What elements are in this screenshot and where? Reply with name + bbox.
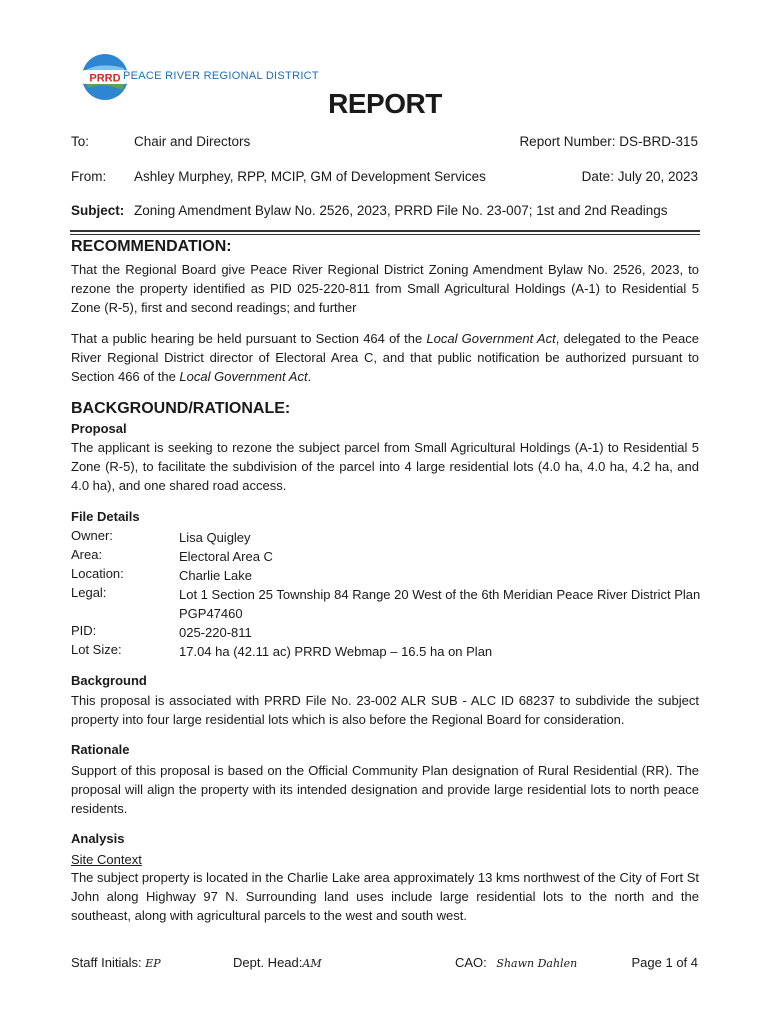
background-rationale-heading: BACKGROUND/RATIONALE:	[71, 400, 291, 417]
pid-value: 025-220-811	[179, 625, 252, 640]
area-value: Electoral Area C	[179, 549, 273, 564]
cao	[455, 955, 577, 970]
dept-head-signature: AM	[302, 957, 322, 970]
svg-text:PRRD: PRRD	[89, 72, 121, 85]
rationale-heading: Rationale	[71, 742, 130, 757]
pid-label: PID:	[71, 623, 97, 638]
area-label: Area:	[71, 547, 103, 562]
background-heading: Background	[71, 673, 147, 688]
background-text: This proposal is associated with PRRD File No. 23-002 ALR SUB - ALC ID 68237 to subdivide the subject property into four large residential lots which is also before the Regional Board for consideration.	[71, 693, 699, 727]
org-name: PEACE RIVER REGIONAL DISTRICT	[123, 70, 319, 82]
staff-initials-signature: EP	[145, 957, 161, 970]
from-value: Ashley Murphey, RPP, MCIP, GM of Development Services	[134, 169, 486, 184]
header-divider-thin	[70, 234, 700, 235]
header-divider	[70, 230, 700, 232]
site-context-heading: Site Context	[71, 852, 142, 867]
proposal-text: The applicant is seeking to rezone the subject parcel from Small Agricultural Holdings (A-1) to Residential 5 Zone (R-5), to facilitate the subdivision of the parcel into 4 large residential lots (4.0 ha, 4.0 ha, 4.2 ha, and 4.0 ha), and one shared road access.	[71, 440, 699, 493]
report-title: REPORT	[328, 88, 442, 119]
subject-value: Zoning Amendment Bylaw No. 2526, 2023, PRRD File No. 23-007; 1st and 2nd Readings	[134, 203, 668, 218]
rationale-text: Support of this proposal is based on the Official Community Plan designation of Rural Residential (RR). The proposal will align the property with its intended designation and provide large residential lots to north peace residents.	[71, 763, 699, 816]
legal-value: Lot 1 Section 25 Township 84 Range 20 West of the 6th Meridian Peace River District Plan PGP47460	[179, 587, 701, 621]
dept-head-label: Dept. Head:	[233, 955, 303, 970]
subject-label: Subject:	[71, 203, 125, 218]
dept-head	[233, 955, 322, 970]
analysis-heading: Analysis	[71, 831, 125, 846]
proposal-heading: Proposal	[71, 421, 127, 436]
report-date: Date: July 20, 2023	[581, 169, 698, 184]
location-label: Location:	[71, 566, 124, 581]
staff-initials	[71, 955, 161, 970]
cao-signature: Shawn Dahlen	[496, 957, 578, 970]
site-context-text: The subject property is located in the Charlie Lake area approximately 13 kms northwest of the City of Fort St John along Highway 97 N. Surrounding land uses include large residential lots to the north and the southeast, along with agricultural parcels to the west and south west.	[71, 870, 699, 923]
page-number: Page 1 of 4	[631, 955, 698, 970]
recommendation-para-1: That the Regional Board give Peace River Regional District Zoning Amendment Bylaw No. 2526, 2023, to rezone the property identified as PID 025-220-811 from Small Agricultural Holdings (A-1) to Residential 5 Zone (R-5), first and second readings; and further	[71, 262, 699, 315]
to-value: Chair and Directors	[134, 134, 251, 149]
file-details-heading: File Details	[71, 509, 140, 524]
to-label: To:	[71, 134, 90, 149]
legal-label: Legal:	[71, 585, 107, 600]
report-number: Report Number: DS-BRD-315	[519, 134, 698, 149]
owner-label: Owner:	[71, 528, 113, 543]
staff-initials-label: Staff Initials:	[71, 955, 142, 970]
lot-size-value: 17.04 ha (42.11 ac) PRRD Webmap – 16.5 ha on Plan	[179, 644, 493, 659]
lot-size-label: Lot Size:	[71, 642, 122, 657]
cao-label: CAO:	[455, 955, 487, 970]
from-label: From:	[71, 169, 107, 184]
recommendation-heading: RECOMMENDATION:	[71, 238, 232, 255]
location-value: Charlie Lake	[179, 568, 252, 583]
owner-value: Lisa Quigley	[179, 530, 251, 545]
recommendation-para-2: That a public hearing be held pursuant to Section 464 of the Local Government Act, delegated to the Peace River Regional District director of Electoral Area C, and that public notification be authorized pursuant to Section 466 of the Local Government Act.	[71, 331, 699, 384]
